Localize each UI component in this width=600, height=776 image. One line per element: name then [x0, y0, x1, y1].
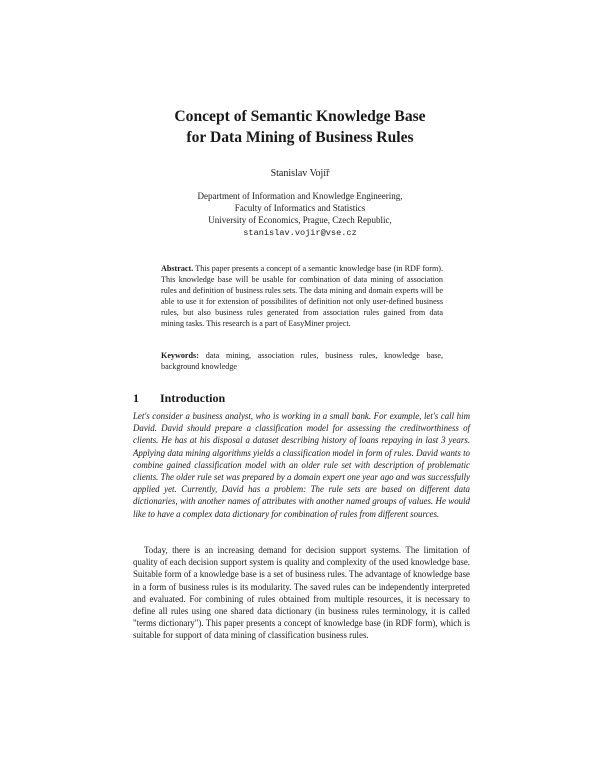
section-title: Introduction [160, 391, 226, 405]
author-email: stanislav.vojir@vse.cz [243, 227, 357, 238]
abstract [161, 263, 443, 330]
paper-title [0, 106, 600, 148]
keywords-label: Keywords: [161, 351, 199, 360]
abstract-label: Abstract. [161, 264, 194, 273]
affiliation-line-2: Faculty of Informatics and Statistics [234, 203, 366, 214]
section-heading [133, 391, 225, 406]
section-number: 1 [133, 391, 139, 405]
affiliation [0, 190, 600, 239]
title-line-1: Concept of Semantic Knowledge Base [174, 108, 426, 125]
keywords-text: data mining, association rules, business rules, knowledge base, background knowledge [161, 351, 443, 372]
intro-paragraph-2: Today, there is an increasing demand for decision support systems. The limitation of quality of each decision support system is quality and complexity of the used knowledge base. Suitable form of a knowledge base is a set of business rules. The advantage of knowledge base in a form of business rules is its modularity. The saved rules can be independently interpreted and evaluated. For combining of rules obtained from multiple resources, it is necessary to define all rules using one shared data dictionary (in business rules terminology, it is called "terms dictionary"). This paper presents a concept of knowledge base (in RDF form), which is suitable for support of data mining of classification business rules. [133, 545, 470, 641]
keywords [161, 350, 443, 372]
affiliation-line-1: Department of Information and Knowledge Engineering, [197, 191, 403, 201]
author-name: Stanislav Vojíř [270, 168, 330, 179]
affiliation-line-3: University of Economics, Prague, Czech Republic, [208, 215, 392, 226]
intro-paragraph-1: Let's consider a business analyst, who is working in a small bank. For example, let's call him David. David should prepare a classification model for assessing the creditworthiness of clients. He has at his disposal a dataset describing history of loans repaying in last 3 years. Applying data mining algorithms yields a classification model in form of rules. David wants to combine gained classification model with an older rule set with description of problematic clients. The older rule set was prepared by a domain expert one year ago and was successfully applied yet. Currently, David has a problem: The rule sets are based on different data dictionaries, with another names of attributes with another named groups of values. He would like to have a complex data dictionary for combination of rules from different sources. [133, 411, 470, 519]
abstract-text: This paper presents a concept of a semantic knowledge base (in RDF form). This knowledge base will be usable for combination of data mining of association rules and definition of business rules sets. The data mining and domain experts will be able to use it for extension of possibilites of definition not only user-defined business rules, but also business rules generated from association rules gained from data mining tasks. This research is a part of EasyMiner project. [161, 264, 443, 329]
title-line-2: for Data Mining of Business Rules [186, 129, 414, 146]
